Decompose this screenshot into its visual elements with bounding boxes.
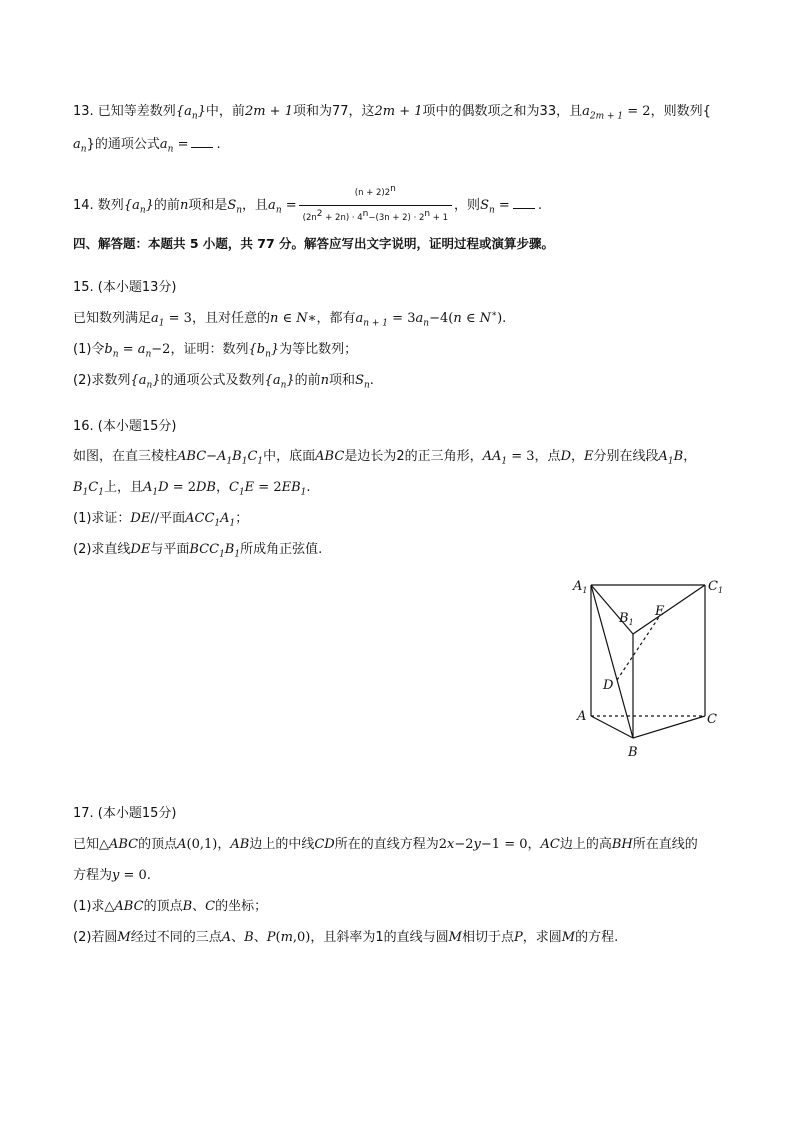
question-15-part-1: (1)令$b_n = a_n-2$，证明：数列$\{b_n\}$为等比数列； <box>73 342 358 360</box>
answer-blank <box>191 135 213 148</box>
question-14: 14. 数列$\{a_n\}$的前n项和是$S_n$，且$a_n$ = $\frac{(n + 2)2^n}{(2n^2 + 2n) \cdot 4^n-(3n + 2) \cdot 2^n + 1}$ ，则$S_n$ = . <box>73 182 542 229</box>
label-A1: $A_1$ <box>573 579 588 595</box>
question-15-line-1: 已知数列满足$a_1 = 3$，且对任意的n ∈ N∗，都有$a_{n + 1} = 3a_n-4(n$ ∈ N∗). <box>73 309 507 329</box>
label-A: A <box>577 709 587 724</box>
question-17-line-2: 方程为y = 0. <box>73 868 151 883</box>
question-13-line-2: $a_n$}的通项公式$a_n$ = . <box>73 137 221 155</box>
prism-figure <box>565 570 735 770</box>
label-D: D <box>603 678 614 693</box>
question-16-part-2: (2)求直线DE与平面$BCC_1B_1$所成角正弦值. <box>73 542 323 560</box>
question-15-part-2: (2)求数列$\{a_n\}$的通项公式及数列$\{a_n\}$的前n项和$S_n$. <box>73 373 374 391</box>
edge-B-C <box>633 716 705 738</box>
edge-A-B <box>591 716 633 738</box>
question-17-header: 17. (本小题15分) <box>73 806 177 821</box>
label-C: C <box>707 712 717 727</box>
question-16-line-2: $B_1C_1$上，且$A_1D = 2DB$，$C_1E = 2EB_1$. <box>73 480 311 498</box>
question-15-header: 15. (本小题13分) <box>73 280 177 295</box>
question-13-line-1: 13. 已知等差数列$\{a_n\}$中，前2m + 1项和为77，这2m + 1项中的偶数项之和为33，且$a_{2m + 1} = 2$，则数列{ <box>73 104 711 122</box>
label-B1: $B_1$ <box>619 611 634 627</box>
question-17-part-2: (2)若圆M经过不同的三点A、B、P(m,0)，且斜率为1的直线与圆M相切于点P，求圆M的方程. <box>73 930 619 945</box>
question-16-line-1: 如图，在直三棱柱$ABC-A_1B_1C_1$中，底面ABC是边长为2的正三角形，$AA_1 = 3$，点D，E分别在线段$A_1B$， <box>73 449 697 467</box>
label-C1: $C_1$ <box>708 579 724 595</box>
segment-D-E-hidden <box>617 617 659 680</box>
fraction: $\frac{(n + 2)2^n}{(2n^2 + 2n) \cdot 4^n-(3n + 2) \cdot 2^n + 1}$ <box>299 182 452 229</box>
segment-A1-B <box>591 585 633 738</box>
question-17-part-1: (1)求△ABC的顶点B、C的坐标； <box>73 899 268 914</box>
question-16-part-1: (1)求证：DE//平面$ACC_1A_1$； <box>73 511 249 529</box>
label-E: E <box>655 604 665 619</box>
label-B: B <box>628 745 638 760</box>
question-16-header: 16. (本小题15分) <box>73 419 177 434</box>
edge-B1-C1 <box>633 585 705 634</box>
answer-blank <box>513 196 535 209</box>
section-heading: 四、解答题：本题共 5 小题，共 77 分。解答应写出文字说明，证明过程或演算步骤。 <box>73 236 555 251</box>
question-17-line-1: 已知△ABC的顶点A(0,1)，AB边上的中线CD所在的直线方程为2x−2y−1 = 0，AC边上的高BH所在直线的 <box>73 837 698 852</box>
